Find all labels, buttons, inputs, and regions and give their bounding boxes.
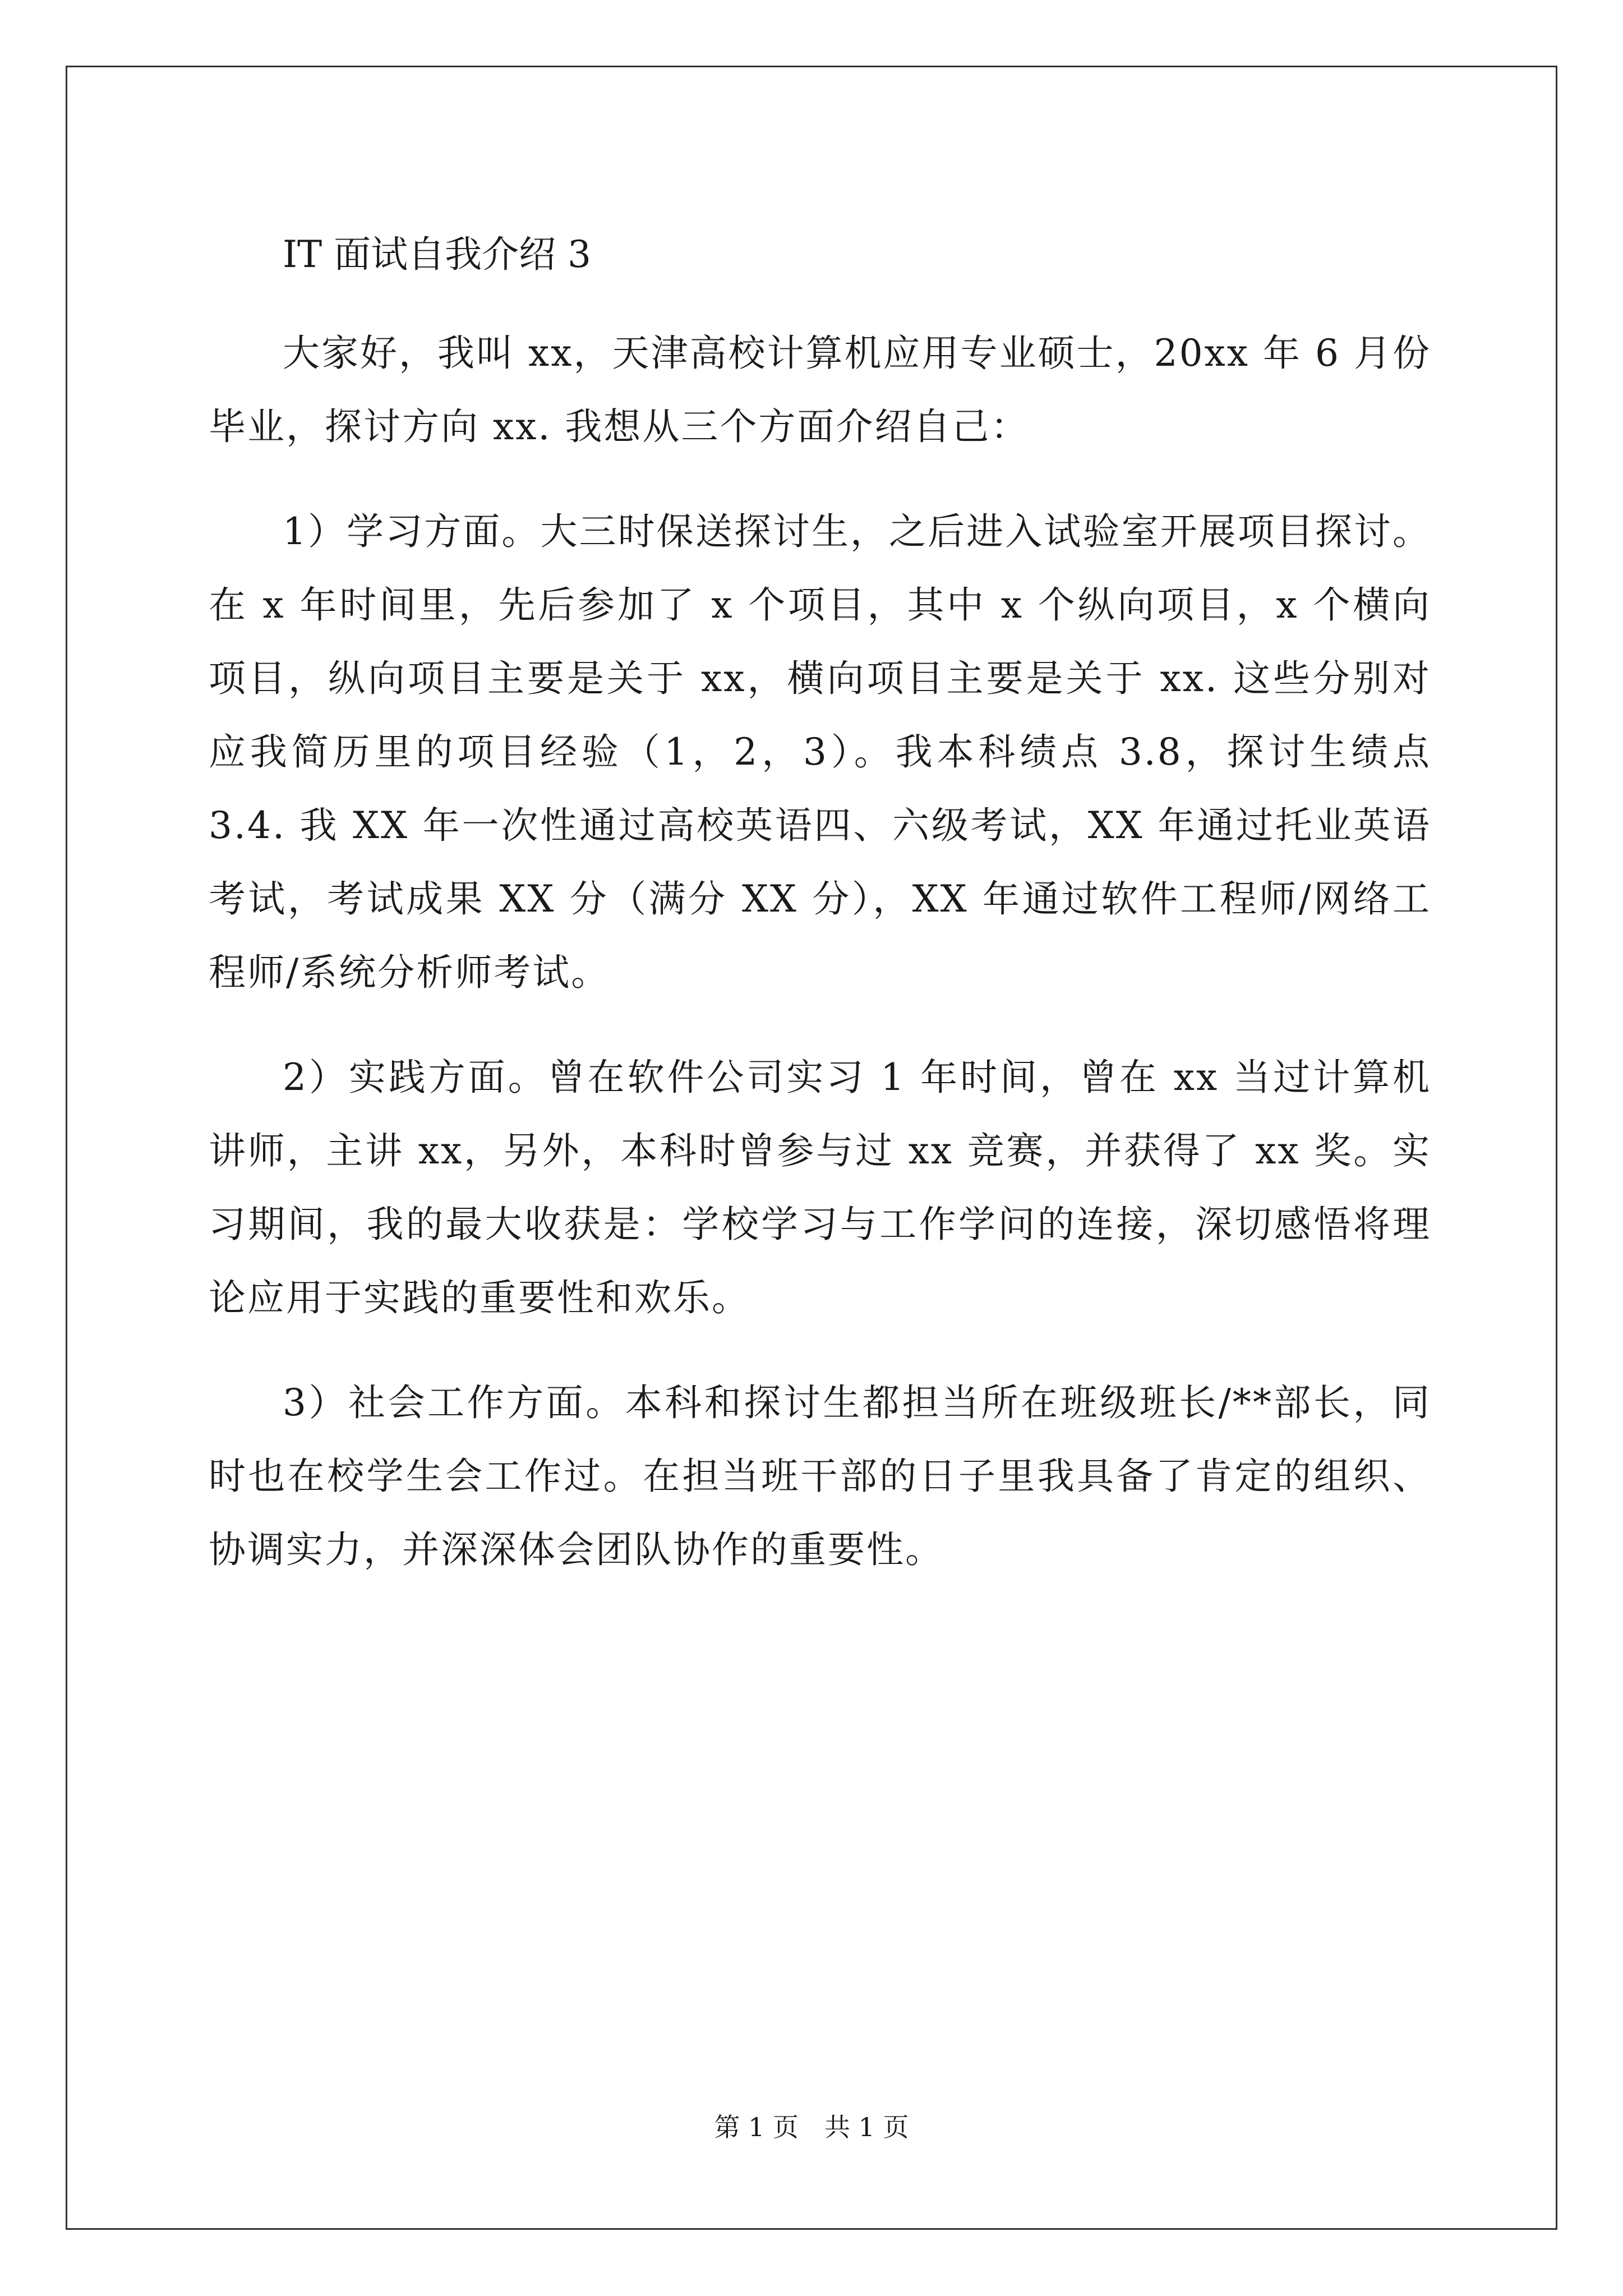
page-footer: 第 1 页 共 1 页: [714, 2112, 909, 2142]
paragraph-study: 1）学习方面。大三时保送探讨生，之后进入试验室开展项目探讨。在 x 年时间里，先后参加了 x 个项目，其中 x 个纵向项目，x 个横向项目，纵向项目主要是关于 xx，横向项目主要是关于 xx. 这些分别对应我简历里的项目经验（1，2，3）。我本科绩点 3.8，探讨生绩点 3.4. 我 XX 年一次性通过高校英语四、六级考试，XX 年通过托业英语考试，考试成果 XX 分（满分 XX 分），XX 年通过软件工程师/网络工程师/系统分析师考试。: [209, 510, 1431, 994]
document-title: IT 面试自我介绍 3: [283, 233, 592, 276]
document-body: [209, 218, 1431, 1586]
paragraph-intro: 大家好，我叫 xx，天津高校计算机应用专业硕士，20xx 年 6 月份毕业，探讨方向 xx. 我想从三个方面介绍自己：: [209, 332, 1431, 448]
paragraph-practice: 2）实践方面。曾在软件公司实习 1 年时间，曾在 xx 当过计算机讲师，主讲 xx，另外，本科时曾参与过 xx 竞赛，并获得了 xx 奖。实习期间，我的最大收获是：学校学习与工作学问的连接，深切感悟将理论应用于实践的重要性和欢乐。: [209, 1056, 1431, 1319]
paragraph-social-work: 3）社会工作方面。本科和探讨生都担当所在班级班长/**部长，同时也在校学生会工作过。在担当班干部的日子里我具备了肯定的组织、协调实力，并深深体会团队协作的重要性。: [209, 1381, 1431, 1571]
